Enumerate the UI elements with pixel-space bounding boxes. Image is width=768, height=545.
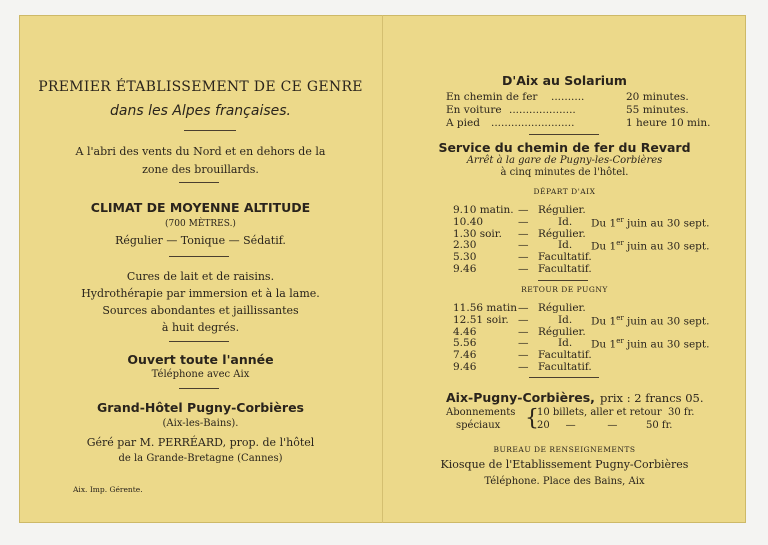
timetable-time: 9.46 — [453, 361, 477, 373]
manager-line2: de la Grande-Bretagne (Cannes) — [118, 453, 283, 464]
cures-line1: Cures de lait et de raisins. — [126, 270, 275, 283]
price-title: Aix-Pugny-Corbières, — [446, 390, 595, 405]
timetable-dash: — — [518, 302, 529, 314]
divider — [179, 182, 219, 183]
printer-credit: Aix. Imp. Gérente. — [73, 485, 143, 494]
timetable-dash: — — [518, 313, 529, 326]
timetable-kind: Régulier. — [538, 204, 586, 216]
leaflet-card — [19, 15, 746, 523]
cures-line4: à huit degrés. — [161, 321, 240, 334]
timetable-kind: Facultatif. — [538, 361, 592, 373]
returns-title: RETOUR DE PUGNY — [521, 285, 608, 294]
kiosk: Kiosque de l'Etablissement Pugny-Corbières — [440, 458, 689, 471]
timetable-kind: Facultatif. — [538, 251, 592, 264]
hotel-location: (Aix-les-Bains). — [162, 418, 239, 429]
right-panel: D'Aix au Solarium En chemin de fer .......... 20 minutes. En voiture .................... 55 minutes. A pied ......................... 1 heure 10 min. Service du chemin de fer du Revard Arrêt à la gare de Pugny-les-Corbières à cinq minutes de l'hôtel. DÉPART D'AIX 9.10 matin. — Régulier. 10.40 — Id. Du 1er juin au 30 sept. 1.30 soir. — Régulier. 2.30 — Id. Du 1er juin au 30 sept. 5.30 — Facultatif. 9.46 — Facultatif. RETOUR DE PUGNY 11.56 matin — Régulier. 12.51 soir. — Id. Du 1er juin au 30 sept. 4.46 — Régulier. 5.56 — Id. Du 1er juin au 30 sept. 7.46 — Facultatif. 9.46 — Facultatif. Aix-Pugny-Corbières, prix : 2 francs 05. Abonnements spéciaux { 10 billets, aller et retour 30 fr. 20 — — 50 fr. BUREAU DE RENSEIGNEMENTS Kiosque de l'Etablissement Pugny-Corbières Téléphone. Place des Bains, Aix — [383, 15, 746, 523]
climate-title: CLIMAT DE MOYENNE ALTITUDE — [90, 200, 311, 215]
timetable-time: 1.30 soir. — [453, 227, 502, 240]
cures-line2: Hydrothérapie par immersion et à la lame. — [81, 287, 320, 300]
shelter-line2: zone des brouillards. — [142, 163, 259, 176]
subscription-line1: 10 billets, aller et retour 30 fr. — [537, 407, 695, 418]
timetable-dash: — — [518, 361, 529, 373]
timetable-kind: Id. — [558, 313, 573, 326]
heading-line2: dans les Alpes françaises. — [110, 103, 291, 119]
timetable-dash: — — [518, 215, 529, 228]
open-title: Ouvert toute l'année — [127, 352, 274, 367]
timetable-dash: — — [518, 251, 529, 264]
timetable-kind: Id. — [558, 337, 573, 350]
timetable-dash: — — [518, 337, 529, 350]
timetable-kind: Facultatif. — [538, 349, 592, 362]
timetable-dash: — — [518, 263, 529, 275]
cures-line3: Sources abondantes et jaillissantes — [102, 304, 299, 317]
timetable-time: 7.46 — [453, 349, 477, 362]
timetable-time: 4.46 — [453, 325, 477, 338]
manager-line1: Géré par M. PERRÉARD, prop. de l'hôtel — [86, 436, 315, 449]
revard-title: Service du chemin de fer du Revard — [438, 140, 691, 155]
timetable-dash: — — [518, 325, 529, 338]
left-panel — [19, 15, 382, 523]
hotel-title: Grand-Hôtel Pugny-Corbières — [97, 400, 304, 415]
timetable-kind: Id. — [558, 215, 573, 228]
subscription-line2: 20 — — 50 fr. — [537, 420, 673, 431]
timetable-time: 11.56 matin — [453, 302, 517, 314]
shelter-line1: A l'abri des vents du Nord et en dehors de la — [75, 145, 326, 158]
phone-note: Téléphone avec Aix — [151, 369, 250, 380]
timetable-note: Du 1er juin au 30 sept. — [591, 313, 710, 328]
timetable-time: 5.56 — [453, 337, 477, 350]
timetable-kind: Facultatif. — [538, 263, 592, 275]
qualities: Régulier — Tonique — Sédatif. — [115, 234, 286, 247]
divider — [169, 256, 229, 257]
subscriptions-label2: spéciaux — [456, 420, 501, 431]
timetable-kind: Id. — [558, 239, 573, 252]
timetable-time: 2.30 — [453, 239, 477, 252]
timetable-note: Du 1er juin au 30 sept. — [591, 239, 710, 253]
divider — [529, 377, 599, 378]
price-value: prix : 2 francs 05. — [600, 391, 704, 405]
heading-line1: PREMIER ÉTABLISSEMENT DE CE GENRE — [38, 79, 363, 95]
divider — [184, 130, 236, 131]
divider — [169, 341, 229, 342]
timetable-time: 9.10 matin. — [453, 204, 514, 216]
divider — [529, 134, 599, 135]
revard-sub2: à cinq minutes de l'hôtel. — [500, 167, 629, 178]
divider — [179, 388, 219, 389]
departures-title: DÉPART D'AIX — [533, 187, 596, 196]
timetable-time: 9.46 — [453, 263, 477, 275]
price-line — [446, 387, 704, 406]
timetable-dash: — — [518, 227, 529, 240]
timetable-dash: — — [518, 239, 529, 252]
timetable-time: 12.51 soir. — [453, 313, 509, 326]
timetable-kind: Régulier. — [538, 227, 586, 240]
bureau-title: BUREAU DE RENSEIGNEMENTS — [493, 445, 636, 454]
subscriptions-label1: Abonnements — [446, 407, 516, 418]
timetable-kind: Régulier. — [538, 325, 586, 338]
revard-sub1: Arrêt à la gare de Pugny-les-Corbières — [466, 155, 663, 166]
timetable-note: Du 1er juin au 30 sept. — [591, 337, 710, 351]
timetable-dash: — — [518, 204, 529, 216]
kiosk-phone: Téléphone. Place des Bains, Aix — [484, 476, 645, 487]
timetable-note: Du 1er juin au 30 sept. — [591, 215, 710, 230]
solarium-title: D'Aix au Solarium — [502, 73, 627, 88]
brace: { — [525, 406, 539, 431]
altitude: (700 MÈTRES.) — [165, 219, 236, 229]
timetable-time: 10.40 — [453, 215, 484, 228]
timetable-dash: — — [518, 349, 529, 362]
timetable-kind: Régulier. — [538, 302, 586, 314]
divider — [538, 280, 588, 281]
timetable-time: 5.30 — [453, 251, 477, 264]
